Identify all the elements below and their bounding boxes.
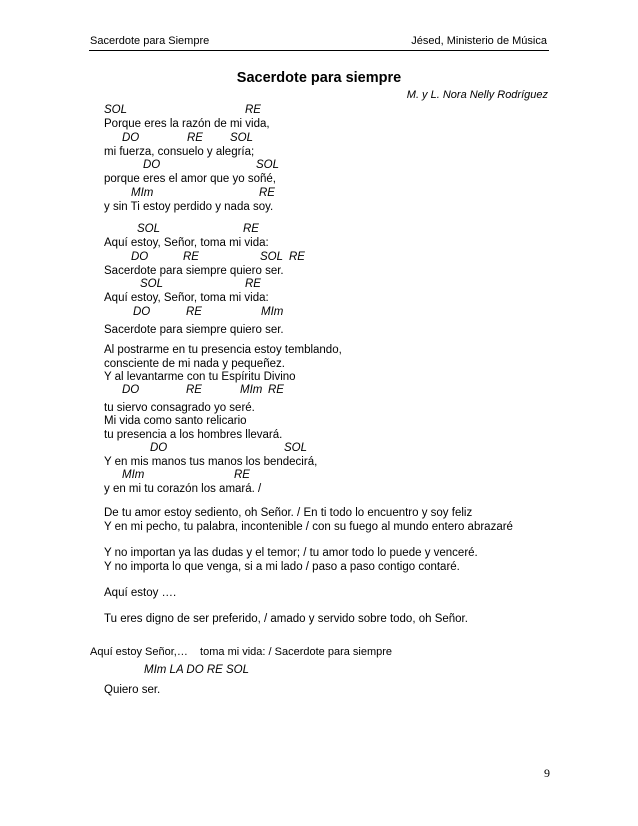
- chord: MIm: [131, 187, 154, 199]
- chord: DO: [150, 442, 168, 454]
- lyric-line: Aquí estoy, Señor, toma mi vida:: [104, 292, 269, 304]
- running-header-right: Jésed, Ministerio de Música: [411, 35, 547, 47]
- lyric-line: Tu eres digno de ser preferido, / amado y servido sobre todo, oh Señor.: [104, 613, 468, 625]
- chord: RE: [187, 132, 203, 144]
- lyric-line: Aquí estoy, Señor, toma mi vida:: [104, 237, 269, 249]
- chord: SOL: [284, 442, 308, 454]
- lyric-line: Aquí estoy ….: [104, 587, 177, 599]
- lyric-line: Porque eres la razón de mi vida,: [104, 118, 270, 130]
- chord: RE: [186, 306, 202, 318]
- chord: SOL: [137, 223, 161, 235]
- chord: SOL: [230, 132, 254, 144]
- chord: RE: [268, 384, 284, 396]
- chord: RE: [186, 384, 202, 396]
- lyric-line: Quiero ser.: [104, 684, 161, 696]
- chord-line: MIm LA DO RE SOL: [144, 664, 250, 676]
- chord: DO: [122, 384, 140, 396]
- chord: DO: [122, 132, 140, 144]
- lyric-line: Y no importan ya las dudas y el temor; / tu amor todo lo puede y venceré.: [104, 547, 478, 559]
- lyric-line: tu presencia a los hombres llevará.: [104, 429, 283, 441]
- lyric-line: porque eres el amor que yo soñé,: [104, 173, 276, 185]
- lyric-line: Mi vida como santo relicario: [104, 415, 247, 427]
- chord: SOL: [140, 278, 164, 290]
- lyric-line: y en mi tu corazón los amará. /: [104, 483, 262, 495]
- lyric-line: Y en mi pecho, tu palabra, incontenible / con su fuego al mundo entero abrazaré: [104, 521, 513, 533]
- chord: RE: [245, 104, 261, 116]
- chord: MIm: [240, 384, 263, 396]
- header-divider: [89, 50, 549, 51]
- chord: RE: [183, 251, 199, 263]
- lyric-line: consciente de mi nada y pequeñez.: [104, 358, 285, 370]
- chord: RE: [245, 278, 261, 290]
- chord: DO: [131, 251, 149, 263]
- chord: SOL: [104, 104, 128, 116]
- lyric-line: mi fuerza, consuelo y alegría;: [104, 146, 255, 158]
- song-title: Sacerdote para siempre: [236, 70, 402, 86]
- chord: DO: [143, 159, 161, 171]
- lyric-line: Al postrarme en tu presencia estoy temblando,: [104, 344, 342, 356]
- lyric-line: Y no importa lo que venga, si a mi lado / paso a paso contigo contaré.: [104, 561, 460, 573]
- chord: DO: [133, 306, 151, 318]
- chord: RE: [234, 469, 250, 481]
- chord: SOL: [260, 251, 284, 263]
- song-author: M. y L. Nora Nelly Rodríguez: [406, 89, 548, 101]
- chord: RE: [289, 251, 305, 263]
- chord: RE: [243, 223, 259, 235]
- lyric-line: Sacerdote para siempre quiero ser.: [104, 265, 284, 277]
- lyric-line: Y al levantarme con tu Espíritu Divino: [104, 371, 296, 383]
- lyric-line: Y en mis manos tus manos los bendecirá,: [104, 456, 318, 468]
- chord: MIm: [261, 306, 284, 318]
- lyric-line: De tu amor estoy sediento, oh Señor. / En ti todo lo encuentro y soy feliz: [104, 507, 473, 519]
- lyric-line: y sin Ti estoy perdido y nada soy.: [104, 201, 274, 213]
- chord: MIm: [122, 469, 145, 481]
- lyric-line: Aquí estoy Señor,… toma mi vida: / Sacerdote para siempre: [90, 646, 393, 658]
- lyric-line: Sacerdote para siempre quiero ser.: [104, 324, 284, 336]
- page-number: 9: [544, 766, 550, 780]
- chord: SOL: [256, 159, 280, 171]
- running-header-left: Sacerdote para Siempre: [90, 35, 210, 47]
- chord: RE: [259, 187, 275, 199]
- lyric-line: tu siervo consagrado yo seré.: [104, 402, 255, 414]
